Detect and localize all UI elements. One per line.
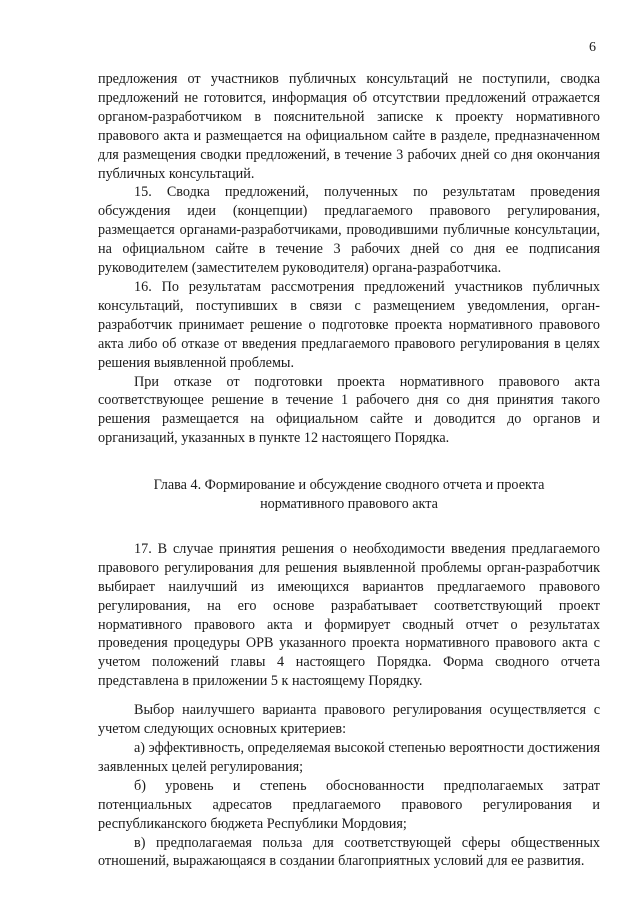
- paragraph-16: 16. По результатам рассмотрения предложений участников публичных консультаций, поступивших в связи с размещением уведомления, орган-разработчик принимает решение о подготовке проекта нормативного правового акта либо об отказе от введения предлагаемого правового регулирования в целях решения выявленной проблемы.: [98, 278, 600, 371]
- chapter-heading: [98, 476, 600, 514]
- document-body: [98, 70, 600, 871]
- paragraph-intro: предложения от участников публичных консультаций не поступили, сводка предложений не готовится, информация об отсутствии предложений отражается органом-разработчиком в пояснительной записке к проекту нормативного правового акта и размещается на официальном сайте в разделе, предназначенном для размещения сводки предложений, в течение 3 рабочих дней со дня окончания публичных консультаций.: [98, 71, 600, 182]
- paragraph-refusal: При отказе от подготовки проекта нормативного правового акта соответствующее решение в течение 1 рабочего дня со дня принятия такого решения размещается на официальном сайте и доводится до органов и организаций, указанных в пункте 12 настоящего Порядка.: [98, 373, 600, 447]
- criterion-c: в) предполагаемая польза для соответствующей сферы общественных отношений, выражающаяся в создании благоприятных условий для ее развития.: [98, 834, 600, 870]
- paragraph-15: 15. Сводка предложений, полученных по результатам проведения обсуждения идеи (концепции) предлагаемого правового регулирования, размещается органами-разработчиками, проводившими публичные консультации, на официальном сайте в течение 3 рабочих дней со дня ее подписания руководителем (заместителем руководителя) органа-разработчика.: [98, 184, 600, 277]
- chapter-heading-line2: нормативного правового акта: [260, 496, 438, 513]
- paragraph-17: 17. В случае принятия решения о необходимости введения предлагаемого правового регулирования для решения выявленной проблемы орган-разработчик выбирает наилучший из имеющихся вариантов предлагаемого правового регулирования, на его основе разрабатывает соответствующий проект нормативного правового акта и формирует сводный отчет о результатах проведения процедуры ОРВ указанного проекта нормативного правового акта с учетом положений главы 4 настоящего Порядка. Форма сводного отчета представлена в приложении 5 к настоящему Порядку.: [98, 540, 600, 690]
- chapter-heading-line1: Глава 4. Формирование и обсуждение сводного отчета и проекта: [153, 477, 545, 494]
- criterion-b: б) уровень и степень обоснованности предполагаемых затрат потенциальных адресатов предлагаемого правового регулирования и республиканского бюджета Республики Мордовия;: [98, 777, 600, 832]
- criteria-intro: Выбор наилучшего варианта правового регулирования осуществляется с учетом следующих основных критериев:: [98, 702, 600, 738]
- page-number: 6: [589, 40, 596, 55]
- criterion-a: а) эффективность, определяемая высокой степенью вероятности достижения заявленных целей регулирования;: [98, 740, 600, 775]
